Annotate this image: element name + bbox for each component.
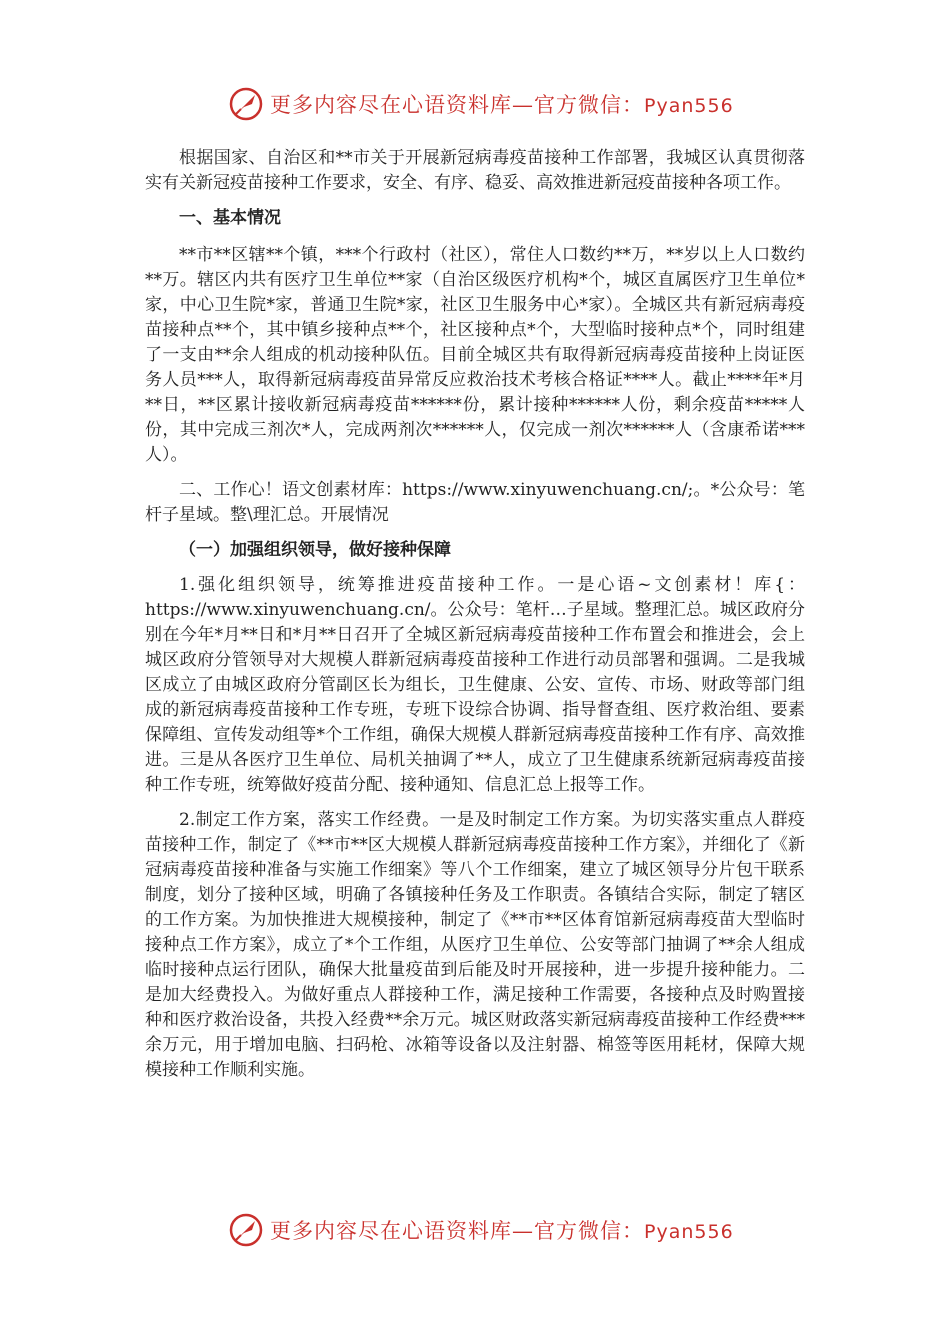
item-1-paragraph: 1.强化组织领导，统筹推进疫苗接种工作。一是心语~文创素材！库{：https://www.xinyuwenchuang.cn/。公众号：笔杆…子星域。整理汇总。城区政府分别在今年*月**日和*月**日召开了全城区新冠病毒疫苗接种工作布置会和推进会，会上城区政府分管领导对大规模人群新冠病毒疫苗接种工作进行动员部署和强调。二是我城区成立了由城区政府分管副区长为组长，卫生健康、公安、宣传、市场、财政等部门组成的新冠病毒疫苗接种工作专班，专班下设综合协调、指导督查组、医疗救治组、要素保障组、宣传发动组等*个工作组，确保大规模人群新冠病毒疫苗接种工作有序、高效推进。三是从各医疗卫生单位、局机关抽调了**人，成立了卫生健康系统新冠病毒疫苗接种工作专班，统筹做好疫苗分配、接种通知、信息汇总上报等工作。 — [145, 575, 805, 795]
watermark-banner-bottom — [228, 1210, 748, 1250]
quill-logo-icon — [228, 86, 264, 122]
watermark-account: Pyan556 — [644, 1221, 734, 1243]
quill-logo-icon — [228, 1212, 264, 1248]
basic-situation-paragraph: **市**区辖**个镇，***个行政村（社区），常住人口数约**万，**岁以上人口数约**万。辖区内共有医疗卫生单位**家（自治区级医疗机构*个，城区直属医疗卫生单位*家，中心卫生院*家，普通卫生院*家，社区卫生服务中心*家）。全城区共有新冠病毒疫苗接种点**个，其中镇乡接种点**个，社区接种点*个，大型临时接种点*个，同时组建了一支由**余人组成的机动接种队伍。目前全城区共有取得新冠病毒疫苗接种上岗证医务人员***人，取得新冠病毒疫苗异常反应救治技术考核合格证****人。截止****年*月**日，**区累计接收新冠病毒疫苗******份，累计接种******人份，剩余疫苗*****人份，其中完成三剂次*人，完成两剂次******人，仅完成一剂次******人（含康希诺***人）。 — [145, 245, 805, 465]
watermark-account: Pyan556 — [644, 95, 734, 117]
watermark-text: 更多内容尽在心语资料库—官方微信：Pyan556 — [270, 1219, 734, 1243]
item-2-paragraph: 2.制定工作方案，落实工作经费。一是及时制定工作方案。为切实落实重点人群疫苗接种工作，制定了《**市**区大规模人群新冠病毒疫苗接种工作方案》，并细化了《新冠病毒疫苗接种准备与实施工作细案》等八个工作细案，建立了城区领导分片包干联系制度，划分了接种区域，明确了各镇接种任务及工作职责。各镇结合实际，制定了辖区的工作方案。为加快推进大规模接种，制定了《**市**区体育馆新冠病毒疫苗大型临时接种点工作方案》，成立了*个工作组，从医疗卫生单位、公安等部门抽调了**余人组成临时接种点运行团队，确保大批量疫苗到后能及时开展接种，进一步提升接种能力。二是加大经费投入。为做好重点人群接种工作，满足接种工作需要，各接种点及时购置接种和医疗救治设备，共投入经费**余万元。城区财政落实新冠病毒疫苗接种工作经费***余万元，用于增加电脑、扫码枪、冰箱等设备以及注射器、棉签等医用耗材，保障大规模接种工作顺利实施。 — [145, 810, 805, 1080]
watermark-banner-top — [228, 84, 748, 124]
document-body — [145, 146, 805, 1093]
section-heading-work: 二、工作心！语文创素材库：https://www.xinyuwenchuang.cn/;。*公众号：笔杆子星域。整\理汇总。开展情况 — [145, 480, 805, 525]
intro-paragraph: 根据国家、自治区和**市关于开展新冠病毒疫苗接种工作部署，我城区认真贯彻落实有关新冠疫苗接种工作要求，安全、有序、稳妥、高效推进新冠疫苗接种各项工作。 — [145, 148, 805, 193]
watermark-text: 更多内容尽在心语资料库—官方微信：Pyan556 — [270, 93, 734, 117]
subsection-heading-organization: （一）加强组织领导，做好接种保障 — [179, 540, 451, 560]
section-heading-basic: 一、基本情况 — [179, 208, 281, 228]
